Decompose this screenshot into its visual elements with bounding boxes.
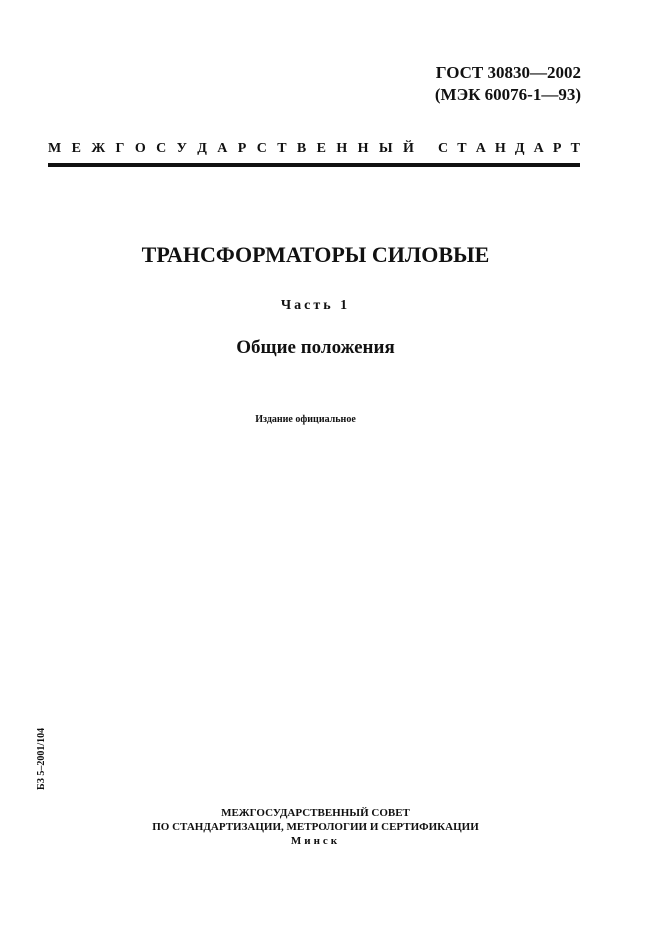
banner-word-interstate: М Е Ж Г О С У Д А Р С Т В Е Н Н Ы Й <box>48 141 414 156</box>
publisher-city: Минск <box>290 835 341 847</box>
standard-code: ГОСТ 30830—2002 <box>435 63 581 82</box>
publisher-line-2: ПО СТАНДАРТИЗАЦИИ, МЕТРОЛОГИИ И СЕРТИФИКАЦИИ <box>152 821 479 833</box>
edition-note: Издание официальное <box>255 414 356 425</box>
interstate-standard-banner <box>48 141 580 157</box>
side-catalog-code: БЗ 5–2001/104 <box>36 727 47 790</box>
header-rule <box>48 163 580 167</box>
document-title: ТРАНСФОРМАТОРЫ СИЛОВЫЕ <box>141 242 490 267</box>
banner-word-standard: С Т А Н Д А Р Т <box>438 141 580 156</box>
publisher-line-1: МЕЖГОСУДАРСТВЕННЫЙ СОВЕТ <box>221 807 410 819</box>
standard-code-block <box>435 62 581 106</box>
part-label: Часть 1 <box>280 298 351 313</box>
document-subtitle: Общие положения <box>236 337 395 358</box>
publisher-block <box>0 806 631 848</box>
iec-code: (МЭК 60076-1—93) <box>434 85 581 104</box>
